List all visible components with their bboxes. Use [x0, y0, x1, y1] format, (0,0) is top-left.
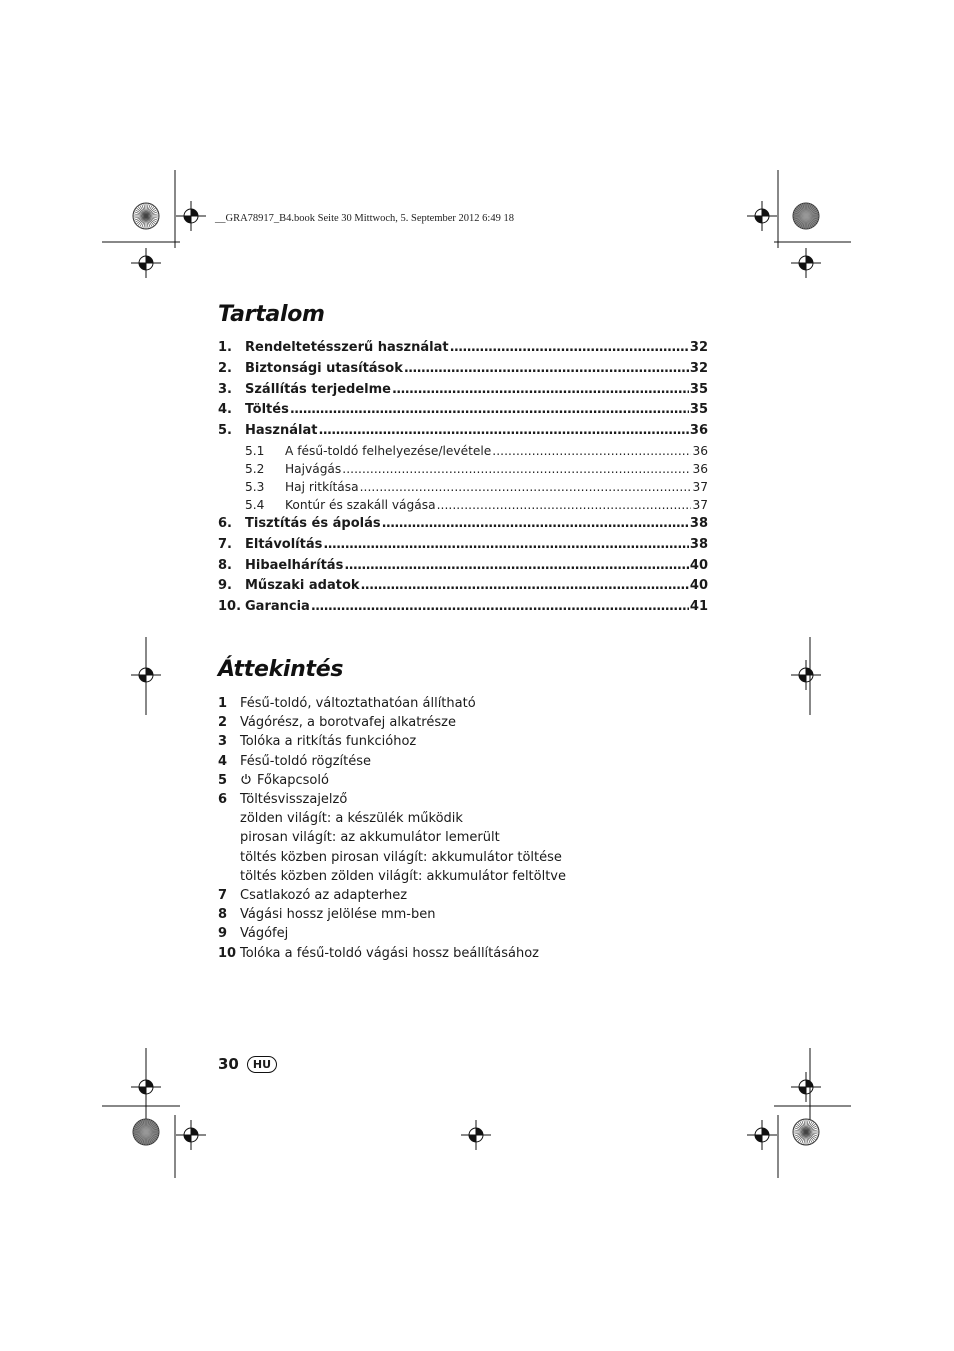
toc-entry-number: 1.	[218, 340, 232, 355]
toc-leader-dots	[318, 423, 688, 438]
toc-entry-page: 37	[692, 479, 708, 494]
toc-entry-number: 2.	[218, 360, 232, 376]
overview-item-number: 5	[218, 772, 228, 788]
language-badge: HU	[247, 1056, 277, 1073]
toc-entry-title: Biztonsági utasítások	[245, 360, 403, 376]
toc-entry-number: 6.	[218, 515, 232, 531]
toc-entry-page: 35	[689, 381, 708, 397]
toc-leader-dots	[361, 578, 689, 593]
toc-entry-number: 5.4	[245, 497, 265, 512]
toc-entry[interactable]	[218, 558, 708, 579]
overview-item-label: Tolóka a ritkítás funkcióhoz	[240, 734, 417, 750]
toc-entry-number: 9.	[218, 578, 232, 594]
toc-entry-title: Haj ritkítása	[285, 479, 359, 494]
color-target-bottom-right	[793, 1119, 819, 1145]
toc-entry-page: 37	[692, 497, 708, 512]
overview-item	[218, 713, 738, 732]
overview-item-label: Fésű-toldó rögzítése	[240, 753, 372, 769]
overview-item-number: 2	[218, 715, 228, 731]
toc-leader-dots	[360, 480, 692, 494]
toc-entry-page: 32	[689, 360, 708, 376]
overview-title: Áttekintés	[218, 657, 344, 682]
overview-item-label: Fésű-toldó, változtathatóan állítható	[240, 696, 476, 711]
overview-item-number: 10	[218, 945, 237, 961]
toc-entry-page: 36	[689, 423, 708, 439]
toc-entry-page: 35	[689, 402, 708, 418]
print-file-info: __GRA78917_B4.book Seite 30 Mittwoch, 5. September 2012 6:49 18	[215, 213, 514, 224]
toc-entry-title: Garancia	[245, 599, 310, 615]
overview-item-text	[240, 944, 738, 963]
toc-leader-dots	[404, 361, 689, 376]
toc-entry-title: Töltés	[245, 402, 289, 418]
toc-leader-dots	[492, 444, 691, 458]
registration-mark-right-upper	[791, 248, 821, 278]
toc-entry[interactable]	[218, 599, 708, 620]
overview-item	[218, 732, 738, 751]
toc-entry[interactable]	[218, 382, 708, 403]
toc-entry[interactable]	[218, 537, 708, 558]
overview-item-text	[240, 886, 738, 905]
toc-entry-page: 40	[689, 557, 708, 573]
toc-entry[interactable]	[218, 402, 708, 423]
registration-mark-right-lower	[791, 1072, 821, 1102]
toc-entry-number: 5.2	[245, 461, 265, 476]
overview-item-label: Vágási hossz jelölése mm-ben	[240, 907, 436, 923]
toc-entry-number: 10.	[218, 599, 242, 615]
overview-item-label: Főkapcsoló	[257, 772, 329, 788]
registration-mark-right-middle	[791, 660, 821, 690]
toc-leader-dots	[323, 537, 689, 552]
overview-item-number: 6	[218, 792, 228, 808]
overview-item	[218, 924, 738, 943]
color-target-bottom-left	[133, 1119, 159, 1145]
toc-entry[interactable]	[218, 340, 708, 361]
toc-entry-number: 5.	[218, 423, 232, 439]
toc-entry-number: 5.3	[245, 479, 265, 494]
toc-entry-title: Használat	[245, 423, 318, 439]
toc-leader-dots	[290, 402, 689, 417]
toc-leader-dots	[437, 498, 692, 512]
overview-item-label: Töltésvisszajelző	[240, 792, 348, 808]
color-target-top-right	[793, 203, 819, 229]
overview-item-label: Vágófej	[240, 926, 289, 942]
toc-entry-page: 32	[689, 340, 708, 355]
toc-entry-number: 8.	[218, 557, 232, 573]
toc-leader-dots	[342, 462, 691, 476]
toc-leader-dots	[311, 599, 689, 614]
overview-item-label: Csatlakozó az adapterhez	[240, 888, 408, 904]
registration-mark-top-left	[176, 201, 206, 231]
toc-entry-number: 7.	[218, 536, 232, 552]
overview-item-text	[240, 694, 738, 713]
overview-item-subline: zölden világít: a készülék működik	[240, 811, 463, 827]
toc-entry-page: 40	[689, 578, 708, 594]
registration-mark-left-upper	[131, 248, 161, 278]
toc-entry[interactable]	[218, 423, 708, 444]
toc-entry-title: Hajvágás	[285, 461, 342, 476]
registration-mark-left-middle	[131, 660, 161, 690]
overview-item	[218, 905, 738, 924]
registration-mark-top-right	[747, 201, 777, 231]
toc-entry-number: 4.	[218, 402, 232, 418]
overview-item-number: 8	[218, 907, 228, 923]
overview-item	[218, 790, 738, 809]
overview-item-text	[240, 752, 738, 771]
overview-item-text	[240, 732, 738, 751]
overview-item-text	[240, 905, 738, 924]
toc-entry-title: Eltávolítás	[245, 536, 323, 552]
power-icon	[240, 773, 252, 785]
page-number: 30	[218, 1055, 239, 1073]
registration-mark-bottom-right	[747, 1120, 777, 1150]
overview-item	[218, 771, 738, 790]
overview-item-number: 7	[218, 888, 228, 904]
toc-entry[interactable]	[218, 578, 708, 599]
page-footer	[218, 1055, 277, 1073]
registration-mark-left-lower	[131, 1072, 161, 1102]
overview-item	[218, 694, 738, 713]
toc-entry-title: Tisztítás és ápolás	[245, 515, 381, 531]
overview-item-text	[240, 713, 738, 732]
toc-entry-page: 36	[692, 443, 708, 458]
overview-item-label: Tolóka a fésű-toldó vágási hossz beállításához	[240, 945, 539, 961]
toc-entry-number: 3.	[218, 381, 232, 397]
toc-entry-page: 38	[689, 515, 708, 531]
overview-item-text	[240, 924, 738, 943]
toc-entry-page: 38	[689, 536, 708, 552]
toc-entry[interactable]	[218, 361, 708, 382]
toc-entry-title: A fésű-toldó felhelyezése/levétele	[285, 443, 492, 458]
toc-entry-page: 41	[689, 599, 708, 615]
toc-title: Tartalom	[218, 302, 325, 327]
toc-entry-page: 36	[692, 461, 708, 476]
overview-item-number: 9	[218, 926, 228, 942]
toc-entry-title: Rendeltetésszerű használat	[245, 340, 449, 355]
toc-entry-title: Kontúr és szakáll vágása	[285, 497, 436, 512]
overview-item-number: 3	[218, 734, 228, 750]
toc-entry-title: Szállítás terjedelme	[245, 381, 391, 397]
overview-item-label: Vágórész, a borotvafej alkatrésze	[240, 715, 456, 731]
registration-mark-bottom-center	[461, 1120, 491, 1150]
toc-leader-dots	[382, 516, 689, 531]
toc-entry[interactable]	[218, 462, 708, 480]
overview-item	[218, 752, 738, 771]
registration-mark-bottom-left	[176, 1120, 206, 1150]
toc-entry[interactable]	[218, 498, 708, 516]
toc-entry[interactable]	[218, 480, 708, 498]
overview-item-subline: töltés közben zölden világít: akkumulátor feltöltve	[240, 868, 567, 884]
toc-leader-dots	[392, 382, 689, 397]
toc-entry[interactable]	[218, 444, 708, 462]
overview-item-number: 1	[218, 696, 228, 711]
overview-item-text	[240, 790, 738, 809]
toc-entry-title: Hibaelhárítás	[245, 557, 344, 573]
overview-item	[218, 886, 738, 905]
toc-leader-dots	[344, 558, 689, 573]
overview-item	[218, 944, 738, 963]
toc-leader-dots	[450, 340, 689, 355]
parts-overview-list	[218, 694, 738, 963]
toc-entry-number: 5.1	[245, 443, 265, 458]
overview-item-number: 4	[218, 753, 228, 769]
overview-item-subline: pirosan világít: az akkumulátor lemerült	[240, 830, 500, 846]
overview-item-subline: töltés közben pirosan világít: akkumulátor töltése	[240, 849, 562, 865]
toc-entry-title: Műszaki adatok	[245, 578, 360, 594]
toc-entry[interactable]	[218, 516, 708, 537]
overview-item-text	[240, 771, 738, 790]
table-of-contents	[218, 340, 708, 620]
color-target-top-left	[133, 203, 159, 229]
